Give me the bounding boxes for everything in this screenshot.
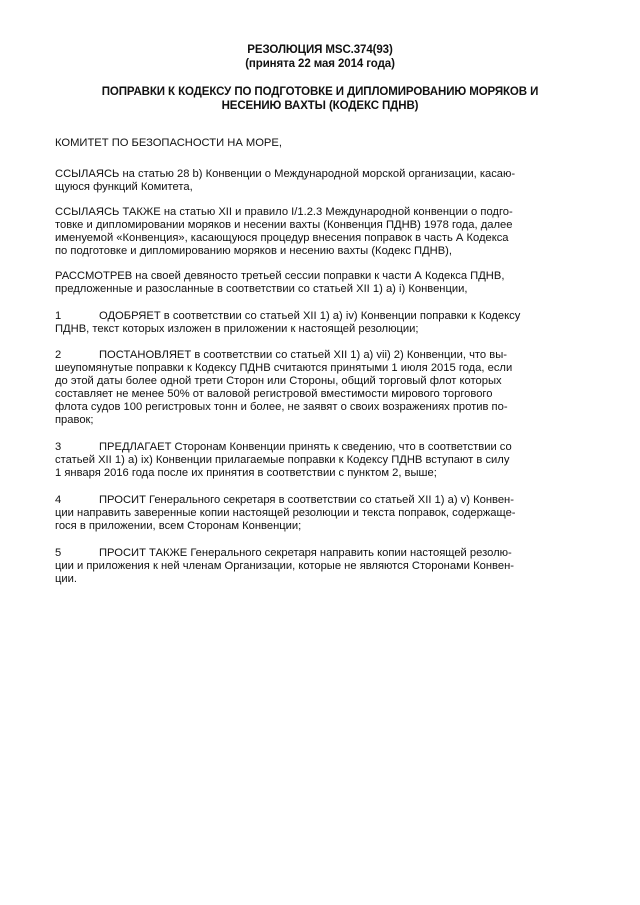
paragraph-3-number: 3 xyxy=(55,441,62,453)
paragraph-4-line-1: ПРОСИТ Генерального секретаря в соответствии со статьей XII 1) a) v) Конвен- xyxy=(99,494,514,506)
paragraph-3-line-1: ПРЕДЛАГАЕТ Сторонам Конвенции принять к сведению, что в соответствии со xyxy=(99,441,512,453)
recalling-also-line-4: по подготовке и дипломированию моряков и несению вахты (Кодекс ПДНВ), xyxy=(55,245,453,257)
recalling-line-1: ССЫЛАЯСЬ на статью 28 b) Конвенции о Международной морской организации, касаю- xyxy=(55,168,516,180)
paragraph-2-line-1: ПОСТАНОВЛЯЕТ в соответствии со статьей XII 1) a) vii) 2) Конвенции, что вы- xyxy=(99,349,507,361)
paragraph-2-line-6: правок; xyxy=(55,414,94,426)
paragraph-2-line-4: составляет не менее 50% от валовой регистровой вместимости мирового торгового xyxy=(55,388,493,400)
title-line-1: ПОПРАВКИ К КОДЕКСУ ПО ПОДГОТОВКЕ И ДИПЛОМИРОВАНИЮ МОРЯКОВ И xyxy=(101,86,539,98)
resolution-number: РЕЗОЛЮЦИЯ MSC.374(93) xyxy=(247,44,393,56)
paragraph-3-line-2: статьей XII 1) a) ix) Конвенции прилагаемые поправки к Кодексу ПДНВ вступают в силу xyxy=(55,454,510,466)
paragraph-5-line-2: ции и приложения к ней членам Организации, которые не являются Сторонами Конвен- xyxy=(55,560,514,572)
paragraph-1-number: 1 xyxy=(55,310,62,322)
title-line-2: НЕСЕНИЮ ВАХТЫ (КОДЕКС ПДНВ) xyxy=(221,100,419,112)
paragraph-4-line-3: гося в приложении, всем Сторонам Конвенции; xyxy=(55,520,302,532)
paragraph-2-line-2: шеупомянутые поправки к Кодексу ПДНВ считаются принятыми 1 июля 2015 года, если xyxy=(55,362,513,374)
committee-line: КОМИТЕТ ПО БЕЗОПАСНОСТИ НА МОРЕ, xyxy=(55,137,282,149)
paragraph-2-number: 2 xyxy=(55,349,62,361)
paragraph-1-line-2: ПДНВ, текст которых изложен в приложении к настоящей резолюции; xyxy=(55,323,419,335)
paragraph-4-number: 4 xyxy=(55,494,62,506)
paragraph-3-line-3: 1 января 2016 года после их принятия в соответствии с пунктом 2, выше; xyxy=(55,467,437,479)
adoption-date: (принята 22 мая 2014 года) xyxy=(245,58,395,70)
paragraph-5-line-1: ПРОСИТ ТАКЖЕ Генерального секретаря направить копии настоящей резолю- xyxy=(99,547,512,559)
considered-line-2: предложенные и разосланные в соответствии со статьей XII 1) a) i) Конвенции, xyxy=(55,283,468,295)
paragraph-2-line-3: до этой даты более одной трети Сторон или Стороны, общий торговый флот которых xyxy=(55,375,502,387)
recalling-line-2: щуюся функций Комитета, xyxy=(55,181,193,193)
paragraph-1-line-1: ОДОБРЯЕТ в соответствии со статьей XII 1) a) iv) Конвенции поправки к Кодексу xyxy=(99,310,521,322)
paragraph-5-line-3: ции. xyxy=(55,573,78,585)
recalling-also-line-2: товке и дипломировании моряков и несении вахты (Конвенция ПДНВ) 1978 года, далее xyxy=(55,219,513,231)
paragraph-2-line-5: флота судов 100 регистровых тонн и более, не заявят о своих возражениях против по- xyxy=(55,401,508,413)
paragraph-5-number: 5 xyxy=(55,547,62,559)
paragraph-4-line-2: ции направить заверенные копии настоящей резолюции и текста поправок, содержаще- xyxy=(55,507,516,519)
considered-line-1: РАССМОТРЕВ на своей девяносто третьей сессии поправки к части А Кодекса ПДНВ, xyxy=(55,270,505,282)
recalling-also-line-1: ССЫЛАЯСЬ ТАКЖЕ на статью XII и правило I/1.2.3 Международной конвенции о подго- xyxy=(55,206,513,218)
recalling-also-line-3: именуемой «Конвенция», касающуюся процедур внесения поправок в часть А Кодекса xyxy=(55,232,509,244)
